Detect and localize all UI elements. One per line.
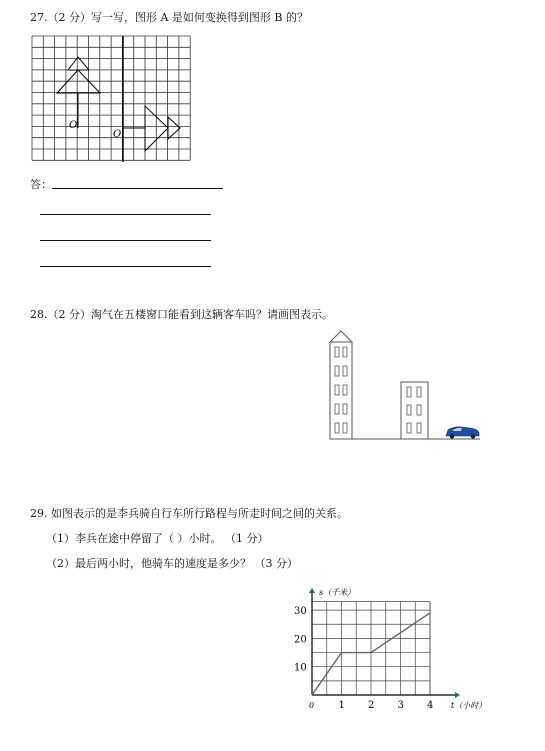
- window: [407, 387, 411, 397]
- tall-building: [330, 342, 352, 439]
- window: [343, 347, 347, 357]
- buildings-figure: [320, 328, 490, 446]
- window: [335, 347, 339, 357]
- x-axis-label: t（小时）: [451, 701, 487, 710]
- x-tick-label: 0: [309, 701, 315, 710]
- q27-title: 27.（2 分）写一写，图形 A 是如何变换得到图形 B 的？: [30, 11, 309, 24]
- x-tick-label: 4: [427, 700, 434, 711]
- answer-line-4[interactable]: [40, 266, 211, 267]
- q29-sub2: （2）最后两小时，他骑车的速度是多少？ （3 分）: [46, 557, 298, 570]
- x-tick-label: 3: [397, 700, 404, 711]
- bus-icon: [446, 427, 479, 439]
- y-tick-label: 10: [294, 662, 307, 674]
- origin-label-a: O: [69, 120, 78, 131]
- window: [335, 404, 339, 414]
- q28-title: 28.（2 分）淘气在五楼窗口能看到这辆客车吗？请画图表示。: [30, 308, 333, 321]
- window: [417, 423, 421, 433]
- y-tick-label: 20: [294, 634, 307, 646]
- y-axis-arrow-icon: [309, 588, 315, 593]
- figure-b-small-triangle: [168, 117, 180, 139]
- window: [407, 423, 411, 433]
- answer-line-1[interactable]: [52, 188, 223, 189]
- window: [343, 404, 347, 414]
- tall-building-roof: [330, 331, 352, 342]
- window: [335, 385, 339, 395]
- window: [407, 405, 411, 415]
- window: [417, 405, 421, 415]
- q27-grid-figure: [30, 34, 195, 164]
- distance-time-chart: [285, 583, 490, 718]
- q29-sub1: （1）李兵在途中停留了（ ）小时。 （1 分）: [46, 532, 269, 545]
- answer-line-2[interactable]: [40, 214, 211, 215]
- window: [335, 366, 339, 376]
- q29-title: 29. 如图表示的是李兵骑自行车所行路程与所走时间之间的关系。: [30, 507, 348, 520]
- x-axis-arrow-icon: [455, 692, 460, 698]
- window: [335, 423, 339, 433]
- window: [343, 366, 347, 376]
- y-tick-label: 30: [294, 606, 307, 618]
- answer-line-3[interactable]: [40, 240, 211, 241]
- origin-label-b: O: [113, 129, 122, 140]
- x-tick-label: 2: [368, 700, 375, 711]
- short-building: [401, 382, 428, 439]
- y-axis-label: s（千米）: [319, 588, 356, 597]
- answer-label: 答：: [30, 178, 52, 191]
- window: [417, 387, 421, 397]
- window: [343, 423, 347, 433]
- window: [343, 385, 347, 395]
- x-tick-label: 1: [338, 700, 345, 711]
